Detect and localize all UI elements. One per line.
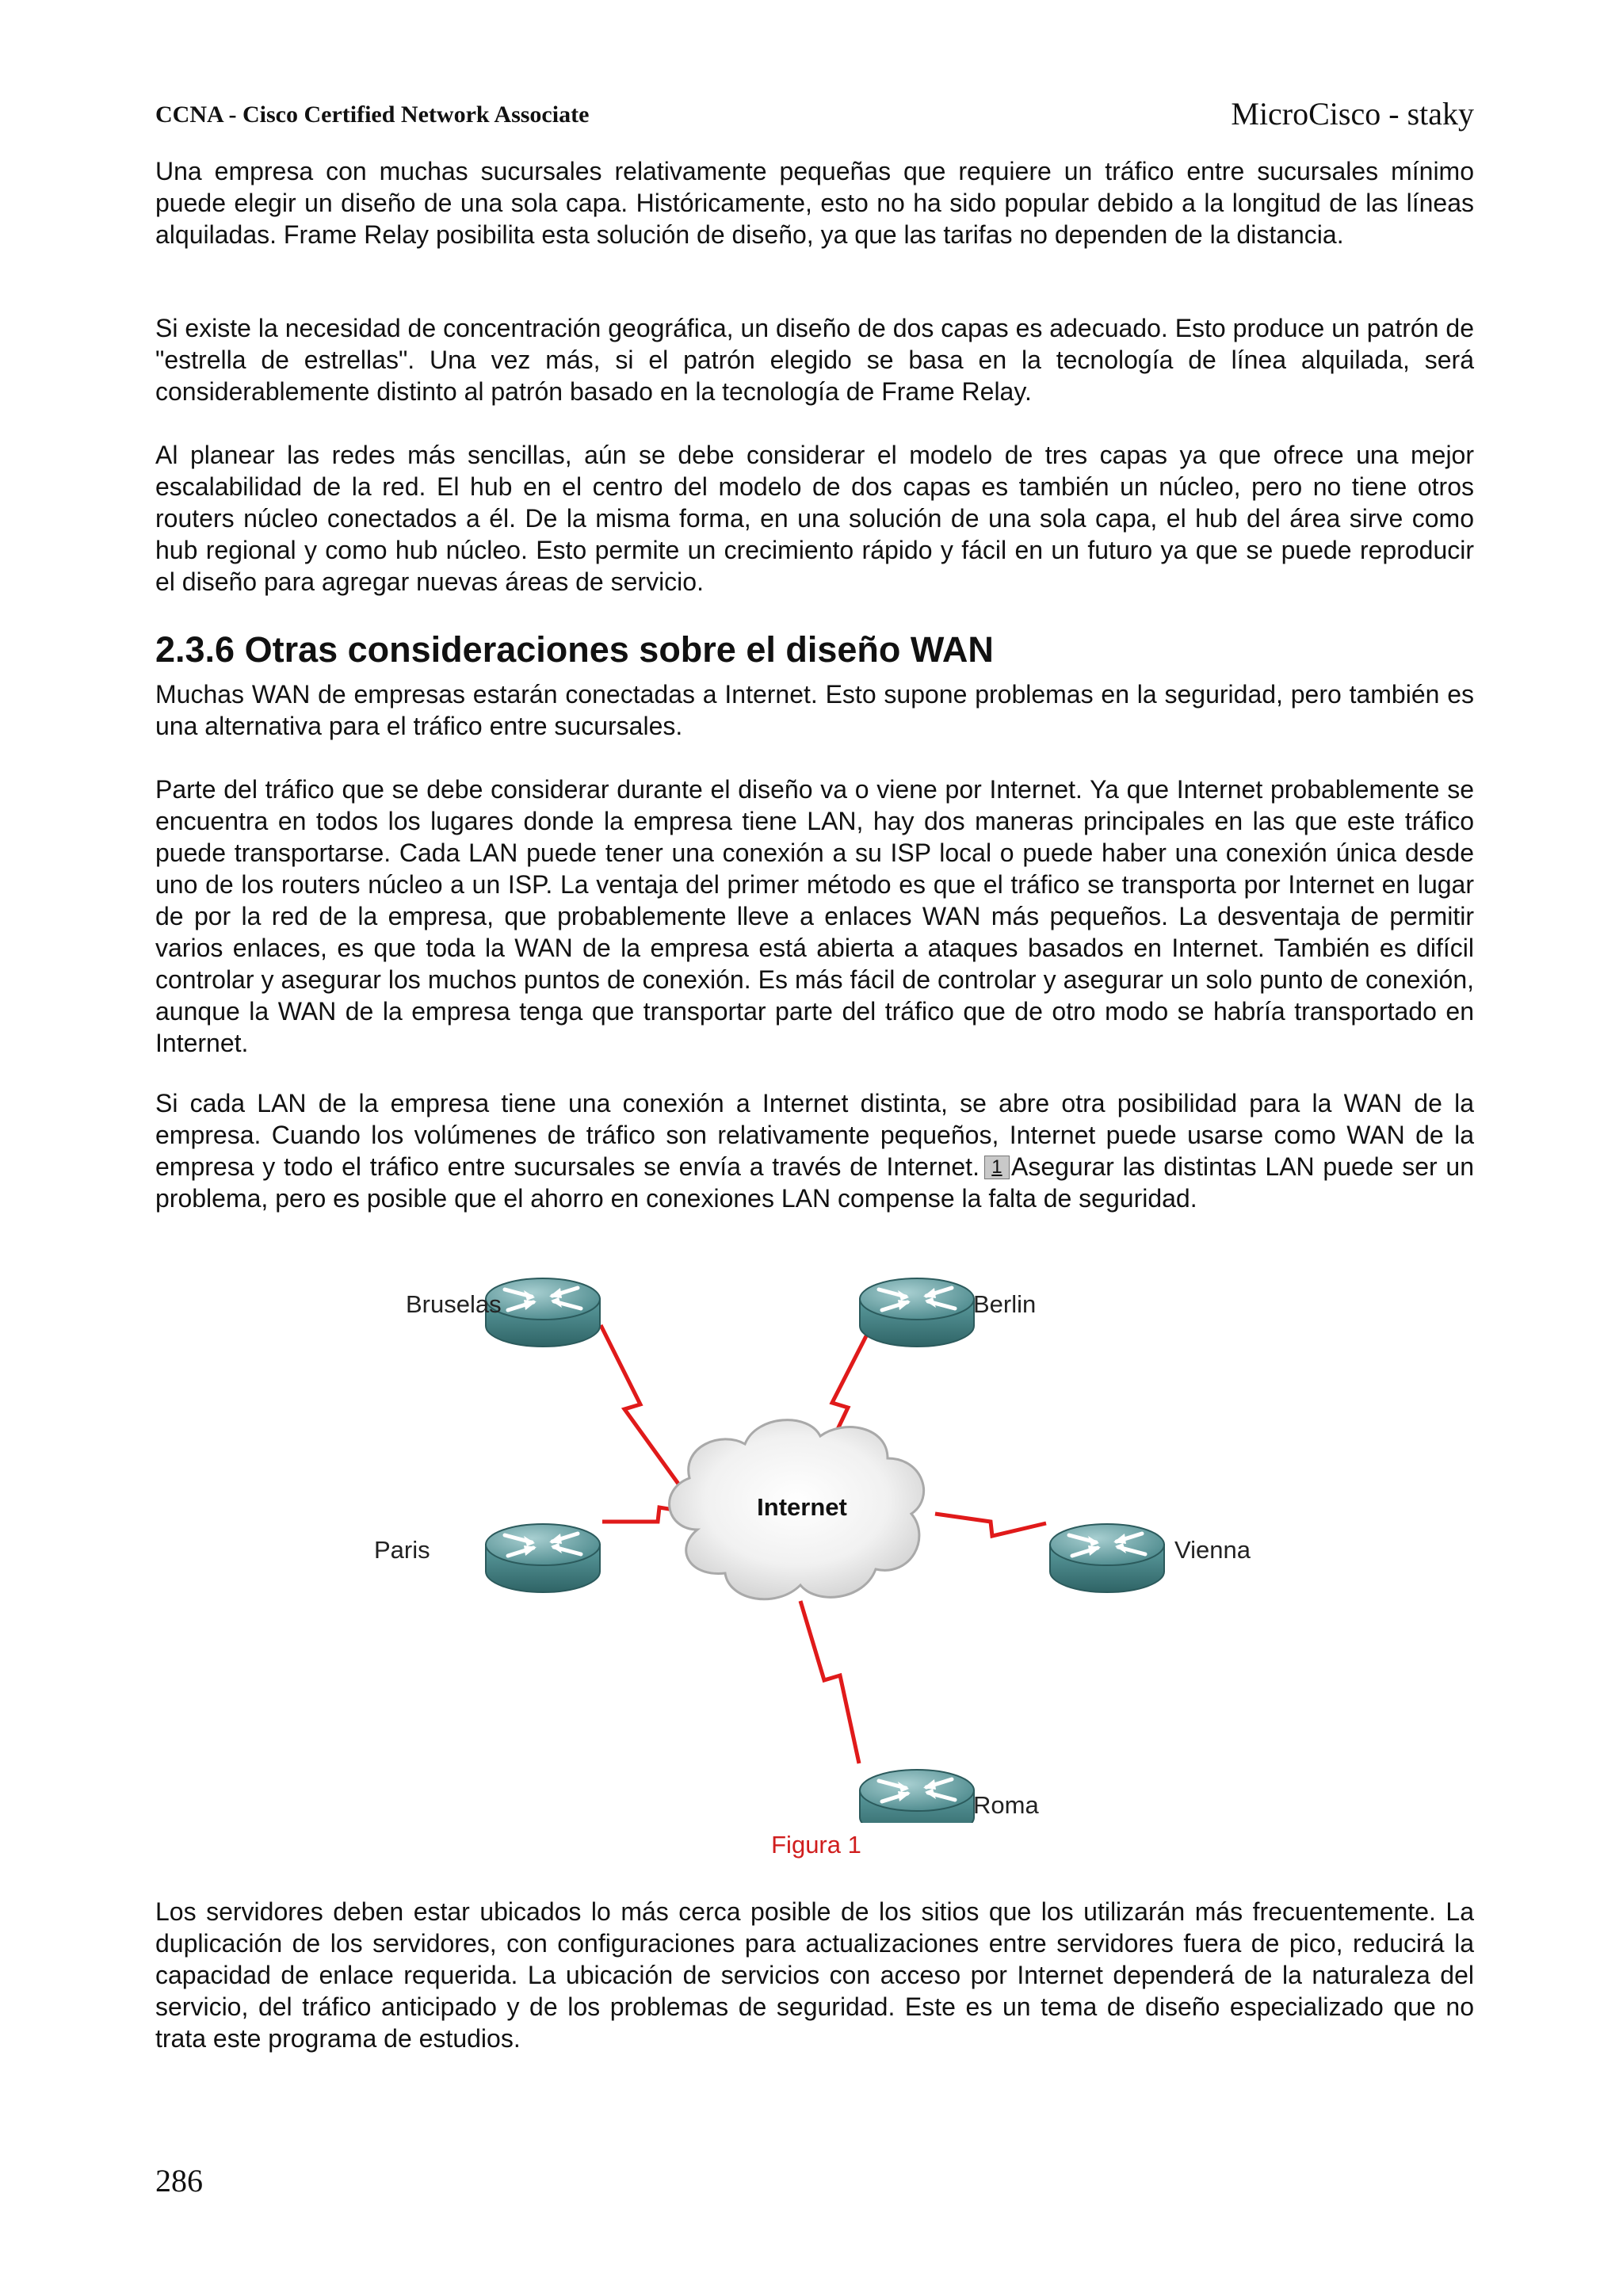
router-label-paris: Paris (374, 1536, 430, 1564)
paragraph-internet-traffic (155, 774, 1474, 1059)
paragraph-text-before: Si cada LAN de la empresa tiene una conexión a Internet distinta, se abre otra posibilidad para la WAN de la empresa. Cuando los volúmenes de tráfico son relativamente pequeños, Internet puede usarse como WAN de la empresa y todo el tráfico entre sucursales se envía a través de Internet. (155, 1089, 1474, 1181)
router-berlin (860, 1278, 974, 1347)
paragraph-text: Si existe la necesidad de concentración geográfica, un diseño de dos capas es adecuado. Esto produce un patrón de "estrella de estrellas". Una vez más, si el patrón elegido se basa en la tecnología de línea alquilada, será considerablemente distinto al patrón basado en la tecnología de Frame Relay. (155, 314, 1474, 406)
link-roma (800, 1601, 859, 1763)
paragraph-text: Muchas WAN de empresas estarán conectadas a Internet. Esto supone problemas en la seguridad, pero también es una alternativa para el tráfico entre sucursales. (155, 680, 1474, 740)
link-vienna (935, 1514, 1046, 1536)
router-label-bruselas: Bruselas (406, 1290, 502, 1318)
section-heading-text: 2.3.6 Otras consideraciones sobre el diseño WAN (155, 629, 994, 670)
paragraph-text-after: Asegurar las distintas LAN puede ser un problema, pero es posible que el ahorro en conexiones LAN compense la falta de seguridad. (155, 1152, 1475, 1213)
router-roma (860, 1770, 974, 1823)
paragraph-text: Una empresa con muchas sucursales relativamente pequeñas que requiere un tráfico entre sucursales mínimo puede elegir un diseño de una sola capa. Históricamente, esto no ha sido popular debido a la longitud de las líneas alquiladas. Frame Relay posibilita esta solución de diseño, ya que las tarifas no dependen de la distancia. (155, 157, 1474, 249)
paragraph-text: Al planear las redes más sencillas, aún se debe considerar el modelo de tres capas ya que ofrece una mejor escalabilidad de la red. El hub en el centro del modelo de dos capas es también un núcleo, pero no tiene otros routers núcleo conectados a él. De la misma forma, en una solución de una sola capa, el hub del área sirve como hub regional y como hub núcleo. Esto permite un crecimiento rápido y fácil en un futuro ya que se puede reproducir el diseño para agregar nuevas áreas de servicio. (155, 441, 1474, 596)
network-diagram (365, 1236, 1268, 1823)
network-diagram-figure (365, 1236, 1268, 1870)
header-title: CCNA - Cisco Certified Network Associate (155, 101, 590, 128)
section-heading (155, 629, 1474, 670)
router-label-berlin: Berlin (973, 1290, 1037, 1318)
header-author: MicroCisco - staky (1231, 96, 1474, 132)
router-bruselas (486, 1278, 600, 1347)
page-number: 286 (155, 2163, 203, 2199)
paragraph-internet-wan (155, 1087, 1474, 1214)
paragraph-text: Los servidores deben estar ubicados lo más cerca posible de los sitios que los utilizarán más frecuentemente. La duplicación de los servidores, con configuraciones para actualizaciones entre servidores fuera de pico, reducirá la capacidad de enlace requerida. La ubicación de servicios con acceso por Internet dependerá de la naturaleza del servicio, del tráfico anticipado y de los problemas de seguridad. Este es un tema de diseño especializado que no trata este programa de estudios. (155, 1897, 1474, 2053)
paragraph-internet-intro (155, 678, 1474, 742)
paragraph-text: Parte del tráfico que se debe considerar durante el diseño va o viene por Internet. Ya que Internet probablemente se encuentra en todos los lugares donde la empresa tiene LAN, hay dos maneras principales en las que este tráfico puede transportarse. Cada LAN puede tener una conexión a su ISP local o puede haber una conexión única desde uno de los routers núcleo a un ISP. La ventaja del primer método es que el tráfico se transporta por Internet en lugar de por la red de la empresa, que probablemente lleve a enlaces WAN más pequeños. La desventaja de permitir varios enlaces, es que toda la WAN de la empresa está abierta a ataques basados en Internet. También es difícil controlar y asegurar los muchos puntos de conexión. Es más fácil de controlar y asegurar un solo punto de conexión, aunque la WAN de la empresa tenga que transportar parte del tráfico que de otro modo se habría transportado en Internet. (155, 775, 1474, 1057)
link-bruselas (601, 1325, 680, 1486)
paragraph-servers (155, 1896, 1474, 2054)
router-label-roma: Roma (973, 1791, 1039, 1819)
figure-reference-marker[interactable]: 1 (984, 1156, 1010, 1179)
router-paris (486, 1524, 600, 1592)
paragraph-three-layer (155, 439, 1474, 598)
router-vienna (1050, 1524, 1164, 1592)
paragraph-text (155, 1087, 1474, 1214)
paragraph-single-layer (155, 155, 1474, 250)
paragraph-two-layer (155, 312, 1474, 407)
internet-cloud (670, 1420, 924, 1599)
router-label-vienna: Vienna (1174, 1536, 1251, 1564)
cloud-label: Internet (757, 1493, 847, 1521)
figure-caption: Figura 1 (771, 1831, 861, 1859)
